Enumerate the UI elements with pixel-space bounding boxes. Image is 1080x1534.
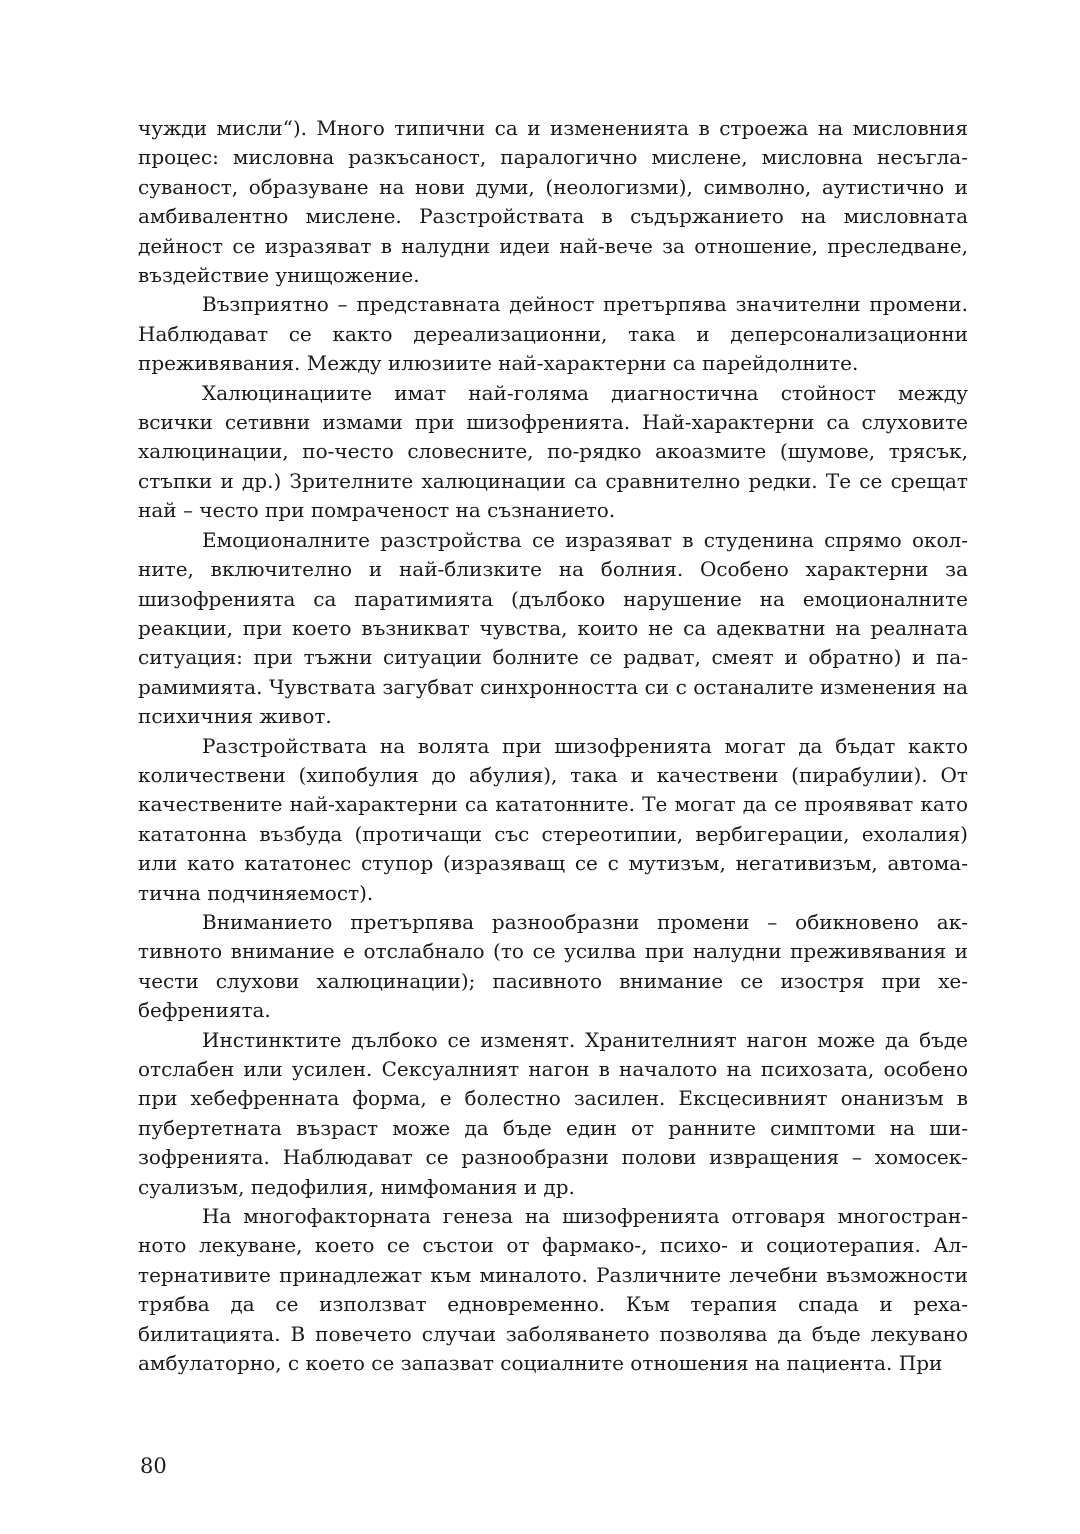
paragraph-instincts: Инстинктите дълбоко се изменят. Хранителният нагон може да бъде отслабен или усилен. Сексуалният нагон в началото на психозата, особено при хебефренната форма, е болестно засилен. Ексцесивният онанизъм в пубертетната възраст може да бъде един от ранните симптоми на шизофренията. Наблюдават се разнообразни полови извращения – хомосексуализъм, педофилия, нимфомания и др. bbox=[138, 1027, 968, 1199]
body-text bbox=[138, 114, 968, 1378]
page-number: 80 bbox=[140, 1454, 167, 1478]
paragraph-emotional-disorders: Емоционалните разстройства се изразяват в студенина спрямо околните, включително и най-близките на болния. Особено характерни за шизофренията са паратимията (дълбоко нарушение на емоционалните реакции, при което възникват чувства, които не са адекватни на реалната ситуация: при тъжни ситуации болните се радват, смеят и обратно) и парамимията. Чувствата загубват синхронността си с останалите изменения на психичния живот. bbox=[138, 527, 968, 729]
paragraph-treatment: На многофакторната генеза на шизофренията отговаря многостранното лекуване, което се състои от фармако-, психо- и социотерапия. Алтернативите принадлежат към миналото. Различните лечебни възможности трябва да се използват едновременно. Към терапия спада и рехабилитацията. В повечето случаи заболяването позволява да бъде лекувано амбулаторно, с което се запазват социалните отношения на пациента. При bbox=[138, 1204, 968, 1376]
paragraph-hallucinations: Халюцинациите имат най-голяма диагностична стойност между всички сетивни измами при шизофренията. Най-характерни са слуховите халюцинации, по-често словесните, по-рядко акоазмите (шумове, трясък, стъпки и др.) Зрителните халюцинации са сравнително редки. Те се срещат най – често при помраченост на съзнанието. bbox=[138, 380, 968, 523]
paragraph-will-disorders: Разстройствата на волята при шизофренията могат да бъдат както количествени (хипобулия до абулия), така и качествени (пирабулии). От качествените най-характерни са кататонните. Те могат да се проявяват като кататонна възбуда (протичащи със стереотипии, вербигерации, ехолалия) или като кататонес ступор (изразяващ се с мутизъм, негативизъм, автоматична подчиняемост). bbox=[138, 733, 968, 905]
paragraph-thought-disorders: чужди мисли“). Много типични са и измененията в строежа на мисловния процес: мисловна разкъсаност, паралогично мислене, мисловна несъгласуваност, образуване на нови думи, (неологизми), символно, аутистично и амбивалентно мислене. Разстройствата в съдържанието на мисловната дейност се изразяват в налудни идеи най-вече за отношение, преследване, въздействие унищожение. bbox=[138, 116, 968, 288]
paragraph-perception: Възприятно – представната дейност претърпява значителни промени. Наблюдават се както дереализационни, така и деперсонализационни преживявания. Между илюзиите най-характерни са парейдолните. bbox=[138, 292, 968, 376]
paragraph-attention: Вниманието претърпява разнообразни промени – обикновено активното внимание е отслабнало (то се усилва при налудни преживявания и чести слухови халюцинации); пасивното внимание се изостря при хебефренията. bbox=[138, 909, 968, 1023]
